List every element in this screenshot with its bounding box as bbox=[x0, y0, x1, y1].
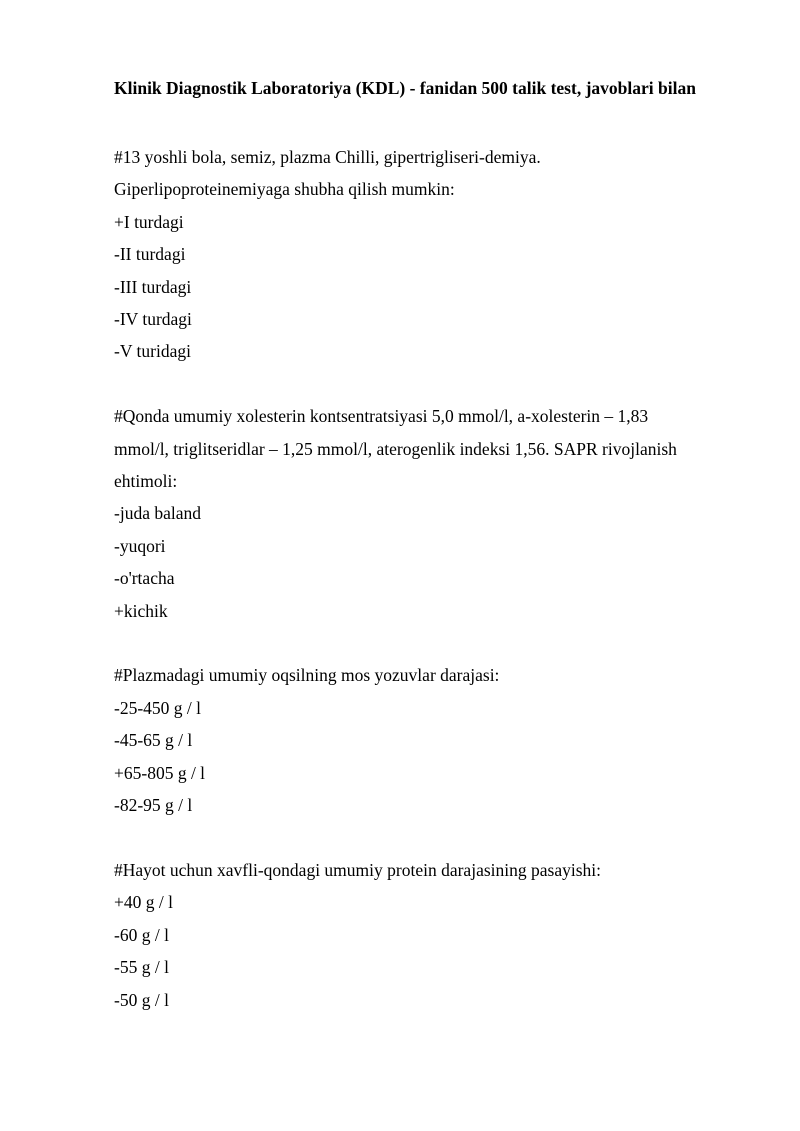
answer-option: +kichik bbox=[114, 600, 168, 621]
answer-option: +I turdagi bbox=[114, 211, 184, 232]
question-stem-line: ehtimoli: bbox=[114, 471, 178, 492]
answer-option: -60 g / l bbox=[114, 924, 169, 945]
question-block bbox=[114, 659, 754, 821]
answer-option: -II turdagi bbox=[114, 244, 186, 265]
question-block bbox=[114, 141, 754, 368]
document-body bbox=[114, 141, 754, 1016]
answer-option: -55 g / l bbox=[114, 957, 169, 978]
question-stem-line: Giperlipoproteinemiyaga shubha qilish mumkin: bbox=[114, 179, 455, 200]
answer-option: -45-65 g / l bbox=[114, 730, 193, 751]
question-stem-line: #Plazmadagi umumiy oqsilning mos yozuvlar darajasi: bbox=[114, 665, 500, 686]
question-stem-line: #Hayot uchun xavfli-qondagi umumiy protein darajasining pasayishi: bbox=[114, 859, 601, 880]
document-title: Klinik Diagnostik Laboratoriya (KDL) - fanidan 500 talik test, javoblari bilan bbox=[114, 78, 696, 98]
answer-option: +40 g / l bbox=[114, 892, 173, 913]
question-stem-line: #13 yoshli bola, semiz, plazma Chilli, gipertrigliseri-demiya. bbox=[114, 147, 541, 167]
paragraph-gap bbox=[114, 368, 754, 400]
question-stem-line: #Qonda umumiy xolesterin kontsentratsiyasi 5,0 mmol/l, a-xolesterin – 1,83 bbox=[114, 406, 649, 427]
question-stem-line: mmol/l, triglitseridlar – 1,25 mmol/l, aterogenlik indeksi 1,56. SAPR rivojlanish bbox=[114, 438, 677, 459]
answer-option: +65-805 g / l bbox=[114, 762, 206, 783]
answer-option: -50 g / l bbox=[114, 989, 169, 1010]
paragraph-gap bbox=[114, 627, 754, 659]
question-block bbox=[114, 854, 754, 1016]
answer-option: -juda baland bbox=[114, 503, 201, 524]
answer-option: -V turidagi bbox=[114, 341, 191, 362]
answer-option: -o'rtacha bbox=[114, 568, 175, 589]
paragraph-gap bbox=[114, 822, 754, 854]
answer-option: -IV turdagi bbox=[114, 309, 192, 330]
answer-option: -yuqori bbox=[114, 535, 166, 556]
answer-option: -III turdagi bbox=[114, 276, 192, 297]
answer-option: -25-450 g / l bbox=[114, 697, 202, 718]
answer-option: -82-95 g / l bbox=[114, 795, 193, 816]
question-block bbox=[114, 400, 754, 627]
